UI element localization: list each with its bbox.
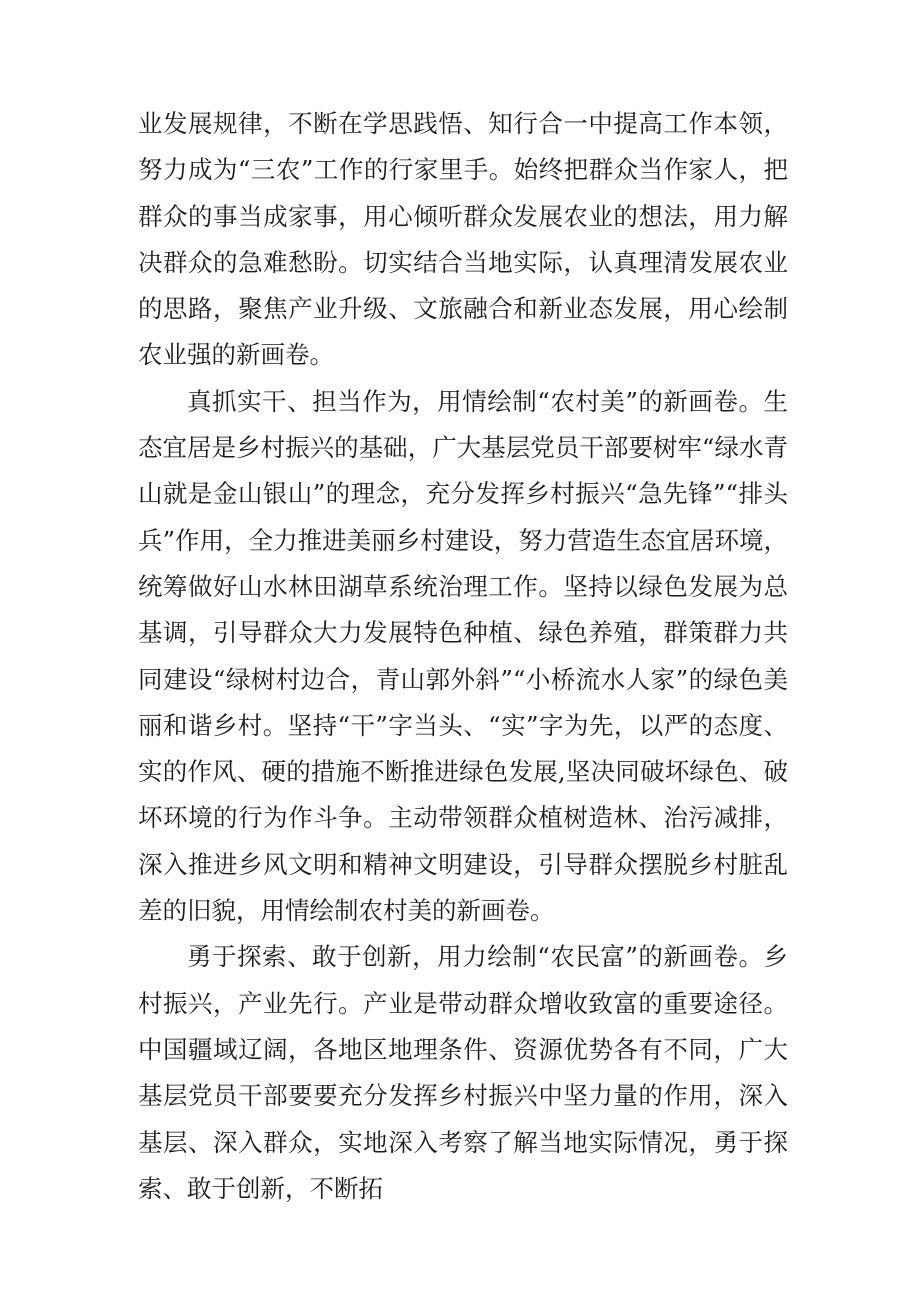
paragraph-continuation: 业发展规律，不断在学思践悟、知行合一中提高工作本领，努力成为“三农”工作的行家里手。始终把群众当作家人，把群众的事当成家事，用心倾听群众发展农业的想法，用力解决群众的急难愁盼。切实结合当地实际，认真理清发展农业的思路，聚焦产业升级、文旅融合和新业态发展，用心绘制农业强的新画卷。 [138, 109, 788, 370]
paragraph-farmer-prosperity: 勇于探索、敢于创新，用力绘制“农民富”的新画卷。乡村振兴，产业先行。产业是带动群众增收致富的重要途径。中国疆域辽阔，各地区地理条件、资源优势各有不同，广大基层党员干部要要充分发挥乡村振兴中坚力量的作用，深入基层、深入群众，实地深入考察了解当地实际情况，勇于探索、敢于创新，不断拓 [138, 942, 788, 1203]
document-body [138, 101, 788, 1212]
paragraph-rural-beauty: 真抓实干、担当作为，用情绘制“农村美”的新画卷。生态宜居是乡村振兴的基础，广大基层党员干部要树牢“绿水青山就是金山银山”的理念，充分发挥乡村振兴“急先锋”“排头兵”作用，全力推进美丽乡村建设，努力营造生态宜居环境，统筹做好山水林田湖草系统治理工作。坚持以绿色发展为总基调，引导群众大力发展特色种植、绿色养殖，群策群力共同建设“绿树村边合，青山郭外斜”“小桥流水人家”的绿色美丽和谐乡村。坚持“干”字当头、“实”字为先，以严的态度、实的作风、硬的措施不断推进绿色发展,坚决同破坏绿色、破坏环境的行为作斗争。主动带领群众植树造林、治污减排，深入推进乡风文明和精神文明建设，引导群众摆脱乡村脏乱差的旧貌，用情绘制农村美的新画卷。 [138, 386, 788, 926]
